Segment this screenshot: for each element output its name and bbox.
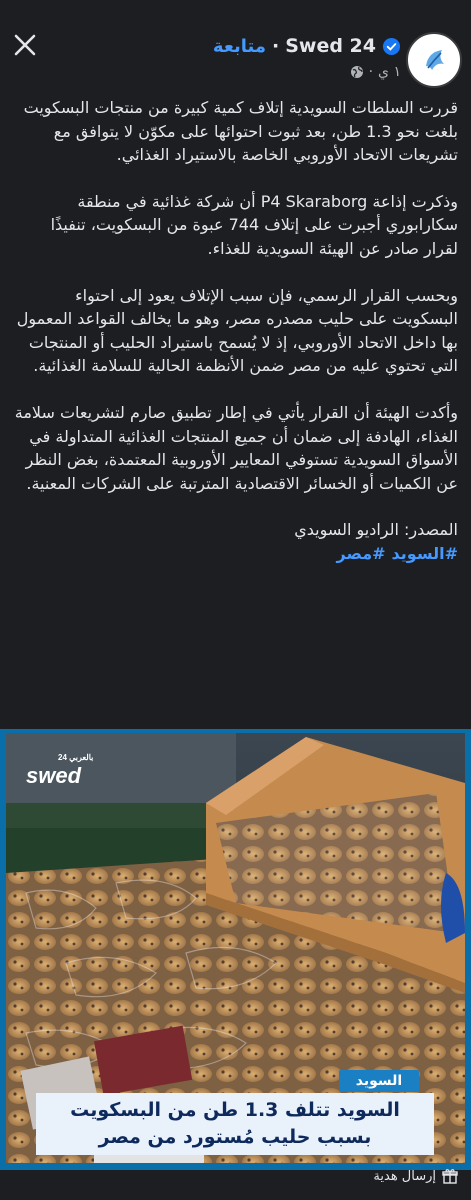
close-button[interactable] — [10, 30, 40, 60]
page-name-row — [213, 32, 401, 60]
meta-dot: · — [368, 64, 374, 80]
separator-dot: · — [272, 35, 280, 57]
post-text — [14, 96, 458, 589]
send-gift-button[interactable] — [373, 1163, 458, 1189]
hashtag-egypt[interactable]: #مصر — [336, 543, 386, 563]
post-image[interactable] — [0, 729, 471, 1170]
avatar-logo-icon — [414, 40, 454, 80]
hashtags — [14, 542, 458, 566]
paragraph-1: قررت السلطات السويدية إتلاف كمية كبيرة من منتجات البسكويت بلغت نحو 1.3 طن، بعد ثبوت احتوائها على مكوّن لا يتوافق مع تشريعات الاتحاد الأوروبي الخاصة بالاستيراد الغذائي. — [23, 98, 458, 165]
paragraph-3: وبحسب القرار الرسمي، فإن سبب الإتلاف يعود إلى احتواء البسكويت على حليب مصدره مصر، وهو ما يخالف القواعد المعمول بها داخل الاتحاد الأوروبي، إذ لا يُسمح باستيراد الحليب أو المنتجات التي تحتوي عليه من مصر ضمن الأنظمة الحالية للسلامة الغذائية. — [16, 285, 458, 376]
gift-label: إرسال هدية — [373, 1168, 436, 1184]
headline-line-2: بسبب حليب مُستورد من مصر — [98, 1126, 372, 1148]
gift-icon — [442, 1168, 458, 1184]
image-headline — [36, 1093, 434, 1155]
category-tag: السويد — [339, 1070, 419, 1092]
paragraph-4: وأكدت الهيئة أن القرار يأتي في إطار تطبيق صارم لتشريعات سلامة الغذاء، الهادفة إلى ضمان أن جميع المنتجات الغذائية المتداولة في الأسواق السويدية تستوفي المعايير الأوروبية المعتمدة، بغض النظر عن الكميات أو الخسائر الاقتصادية المترتبة على الشركات المعنية. — [14, 402, 458, 493]
post-header — [0, 0, 471, 95]
globe-icon — [350, 65, 364, 79]
hashtag-sweden[interactable]: #السويد — [391, 543, 458, 563]
verified-icon — [382, 37, 401, 56]
headline-line-1: السويد تتلف 1.3 طن من البسكويت — [70, 1099, 400, 1121]
page-name[interactable]: Swed 24 — [285, 35, 376, 57]
source-line: المصدر: الراديو السويدي — [294, 520, 458, 540]
paragraph-2: وذكرت إذاعة P4 Skaraborg أن شركة غذائية في منطقة سكارابوري أجبرت على إتلاف 744 عبوة من البسكويت، تنفيذًا لقرار صادر عن الهيئة السويدية للغذاء. — [50, 191, 458, 258]
logo-big-text: swed — [26, 763, 82, 788]
post-time[interactable]: ١ ي — [378, 64, 401, 80]
logo-small-text: 24 بالعربي — [58, 753, 94, 762]
post-meta — [350, 64, 401, 80]
close-icon — [13, 33, 37, 57]
avatar[interactable] — [406, 32, 462, 88]
swed24-logo — [24, 751, 94, 787]
follow-link[interactable]: متابعة — [212, 35, 266, 57]
